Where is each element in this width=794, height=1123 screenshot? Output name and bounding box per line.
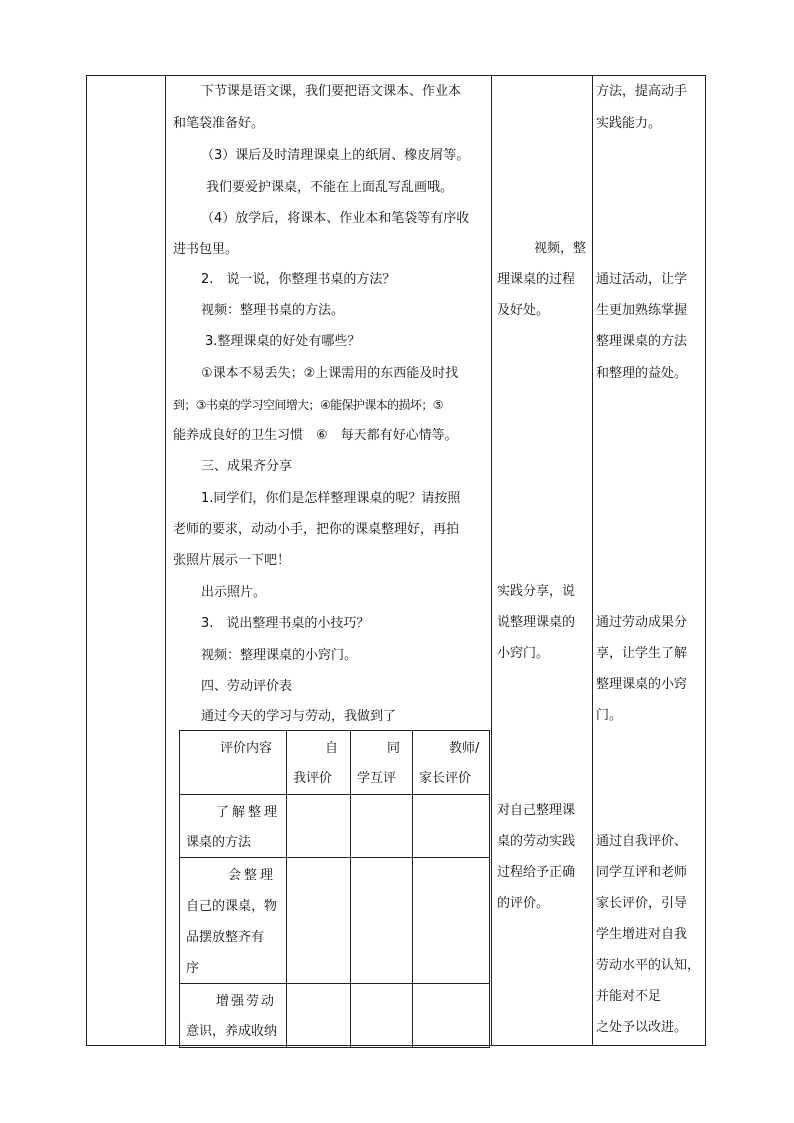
student-line: 视频，整 [534, 241, 587, 256]
student-line: 的评价。 [497, 896, 550, 911]
eval-cell-self [287, 984, 351, 1048]
intent-line: 学生增进对自我 [596, 927, 688, 942]
activity-line: 四、劳动评价表 [201, 679, 293, 694]
activity-line: 出示照片。 [201, 585, 267, 600]
eval-row-label: 增强劳动 意识，养成收纳 [180, 984, 287, 1048]
evaluation-table [179, 730, 490, 1048]
eval-cell-peer [351, 984, 413, 1048]
activity-line: （3）课后及时清理课桌上的纸屑、橡皮屑等。 [201, 148, 470, 163]
eval-row-label: 了解整理 课桌的方法 [180, 795, 287, 858]
eval-header-peer: 同 学互评 [351, 731, 413, 795]
intent-line: 门。 [596, 708, 623, 723]
student-line: 理课桌的过程 [497, 272, 576, 287]
student-line: 小窍门。 [497, 646, 550, 661]
intent-line: 通过自我评价、 [596, 834, 688, 849]
intent-line: 和整理的益处。 [596, 366, 688, 381]
intent-line: 方法，提高动手 [596, 84, 688, 99]
student-line: 对自己整理课 [497, 803, 576, 818]
intent-line: 整理课桌的小窍 [596, 677, 688, 692]
eval-header-teacher: 教师/ 家长评价 [413, 731, 490, 795]
activity-line: 1.同学们，你们是怎样整理课桌的呢？请按照 [201, 491, 461, 506]
intent-line: 通过活动，让学 [596, 272, 688, 287]
activity-line: 通过今天的学习与劳动，我做到了 [201, 709, 397, 724]
student-line: 及好处。 [497, 303, 550, 318]
eval-header-self: 自 我评价 [287, 731, 351, 795]
intent-line: 并能对不足 [596, 989, 662, 1004]
activity-line: 视频：整理课桌的小窍门。 [201, 648, 358, 663]
eval-cell-teacher [413, 795, 490, 858]
intent-line: 之处予以改进。 [596, 1020, 688, 1035]
eval-row [180, 858, 490, 984]
eval-cell-self [287, 795, 351, 858]
activity-line: 我们要爱护课桌，不能在上面乱写乱画哦。 [206, 180, 454, 195]
activity-line: （4）放学后，将课本、作业本和笔袋等有序收 [201, 211, 470, 226]
eval-cell-self [287, 858, 351, 984]
eval-row [180, 795, 490, 858]
eval-header-content: 评价内容 [180, 731, 287, 795]
activity-line: 和笔袋准备好。 [173, 116, 265, 131]
activity-line: 张照片展示一下吧！ [173, 553, 291, 568]
student-line: 实践分享，说 [497, 584, 576, 599]
activity-line: 2. 说一说，你整理书桌的方法？ [201, 272, 396, 287]
student-line: 过程给予正确 [497, 865, 576, 880]
activity-line: 3. 说出整理书桌的小技巧？ [201, 616, 370, 631]
intent-line: 劳动水平的认知， [596, 958, 701, 973]
eval-header-row [180, 731, 490, 795]
eval-cell-peer [351, 858, 413, 984]
activity-line: 3.整理课桌的好处有哪些？ [205, 334, 361, 349]
col-divider-2 [491, 76, 492, 1045]
activity-line: 到；③书桌的学习空间增大；④能保护课本的损坏；⑤ [173, 398, 443, 412]
intent-line: 整理课桌的方法 [596, 334, 688, 349]
intent-line: 享，让学生了解 [596, 646, 688, 661]
intent-line: 通过劳动成果分 [596, 615, 688, 630]
intent-line: 家长评价，引导 [596, 896, 688, 911]
activity-line: 下节课是语文课，我们要把语文课本、作业本 [201, 84, 462, 99]
student-line: 说整理课桌的 [497, 615, 576, 630]
activity-line: 视频：整理书桌的方法。 [201, 303, 345, 318]
intent-line: 生更加熟练掌握 [596, 303, 688, 318]
intent-line: 实践能力。 [596, 116, 662, 131]
activity-line: 老师的要求，动动小手，把你的课桌整理好，再拍 [173, 522, 460, 537]
activity-line: 进书包里。 [173, 242, 239, 257]
eval-cell-teacher [413, 984, 490, 1048]
activity-line: 能养成良好的卫生习惯 ⑥ 每天都有好心情等。 [173, 428, 458, 443]
eval-row [180, 984, 490, 1048]
student-line: 桌的劳动实践 [497, 834, 576, 849]
intent-line: 同学互评和老师 [596, 865, 688, 880]
eval-row-label: 会整理 自己的课桌，物 品摆放整齐有 序 [180, 858, 287, 984]
activity-line: 三、成果齐分享 [201, 459, 293, 474]
col-divider-1 [165, 76, 166, 1045]
col-divider-3 [592, 76, 593, 1045]
eval-cell-peer [351, 795, 413, 858]
activity-line: ①课本不易丢失；②上课需用的东西能及时找 [201, 366, 459, 381]
eval-cell-teacher [413, 858, 490, 984]
